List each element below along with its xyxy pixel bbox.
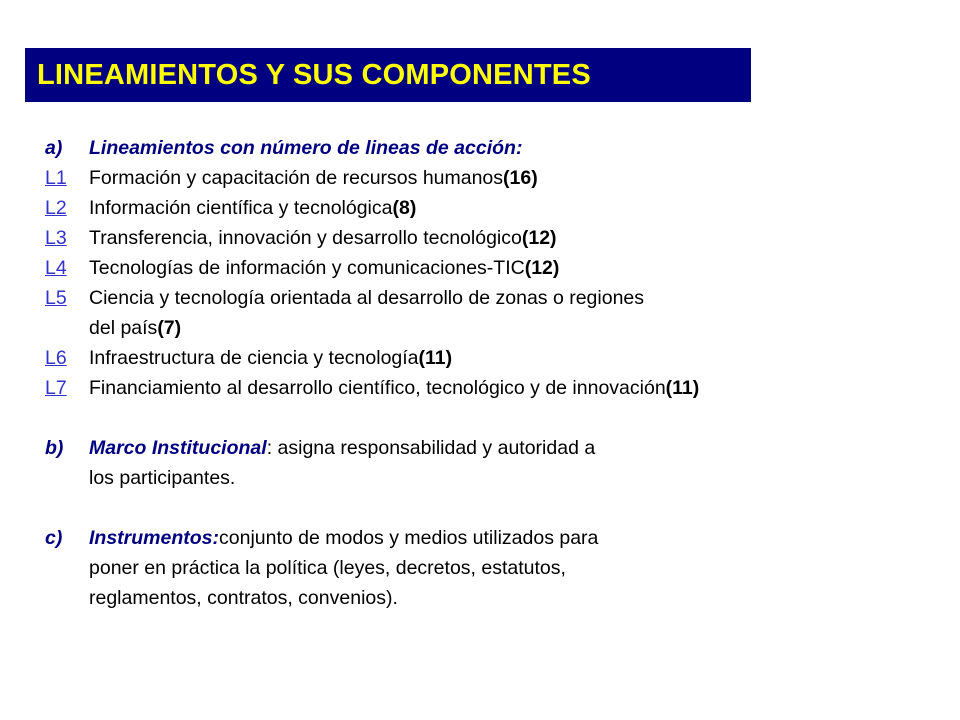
section-c-title: Instrumentos: (89, 527, 220, 549)
section-b (45, 433, 950, 463)
section-a-marker: a) (45, 137, 63, 159)
lineamiento-l1 (45, 163, 950, 193)
section-a-title: Lineamientos con número de lineas de acción: (89, 137, 523, 159)
lineamiento-link-l7[interactable]: L7 (45, 377, 67, 399)
section-c-text: conjunto de modos y medios utilizados para (219, 527, 599, 549)
lineamiento-l6 (45, 343, 950, 373)
section-c-text-cont-2: reglamentos, contratos, convenios). (89, 587, 398, 609)
section-c-continuation-1 (45, 553, 950, 583)
lineamiento-text-l3: Transferencia, innovación y desarrollo tecnológico (89, 227, 522, 249)
lineamiento-text-l2: Información científica y tecnológica (89, 197, 393, 219)
lineamiento-text-l5: Ciencia y tecnología orientada al desarrollo de zonas o regiones (89, 287, 645, 309)
lineamiento-link-l4[interactable]: L4 (45, 257, 67, 279)
lineamiento-link-l5[interactable]: L5 (45, 287, 67, 309)
lineamiento-count-l5: (7) (157, 317, 182, 339)
lineamiento-count-l7: (11) (665, 377, 700, 399)
page-title: LINEAMIENTOS Y SUS COMPONENTES (37, 58, 591, 91)
lineamiento-count-l1: (16) (503, 167, 538, 189)
lineamiento-count-l3: (12) (521, 227, 557, 249)
lineamiento-count-l6: (11) (418, 347, 453, 369)
section-b-text-cont: los participantes. (89, 467, 236, 489)
lineamiento-text-l6: Infraestructura de ciencia y tecnología (89, 347, 419, 369)
section-a-heading (45, 133, 950, 163)
lineamiento-text-l7: Financiamiento al desarrollo científico, tecnológico y de innovación (89, 377, 666, 399)
lineamiento-count-l2: (8) (392, 197, 417, 219)
section-b-title: Marco Institucional (89, 437, 267, 459)
lineamiento-l2 (45, 193, 950, 223)
lineamiento-l7 (45, 373, 950, 403)
section-b-continuation (45, 463, 950, 493)
lineamiento-link-l6[interactable]: L6 (45, 347, 67, 369)
section-c-text-cont-1: poner en práctica la política (leyes, decretos, estatutos, (89, 557, 566, 579)
section-c (45, 523, 950, 553)
section-b-marker: b) (45, 437, 64, 459)
spacer (45, 403, 950, 433)
lineamiento-link-l3[interactable]: L3 (45, 227, 67, 249)
title-banner (25, 48, 751, 102)
section-b-text: : asigna responsabilidad y autoridad a (266, 437, 596, 459)
section-c-marker: c) (45, 527, 63, 549)
spacer (45, 493, 950, 523)
lineamiento-text-l1: Formación y capacitación de recursos humanos (89, 167, 504, 189)
content-body (45, 133, 950, 613)
lineamiento-link-l1[interactable]: L1 (45, 167, 67, 189)
lineamiento-count-l4: (12) (524, 257, 560, 279)
lineamiento-l5 (45, 283, 950, 313)
lineamiento-text-l5-cont: del país (89, 317, 158, 339)
lineamiento-l4 (45, 253, 950, 283)
lineamiento-l5-continuation (45, 313, 950, 343)
lineamiento-link-l2[interactable]: L2 (45, 197, 67, 219)
section-c-continuation-2 (45, 583, 950, 613)
lineamiento-l3 (45, 223, 950, 253)
lineamiento-text-l4: Tecnologías de información y comunicaciones-TIC (89, 257, 525, 279)
